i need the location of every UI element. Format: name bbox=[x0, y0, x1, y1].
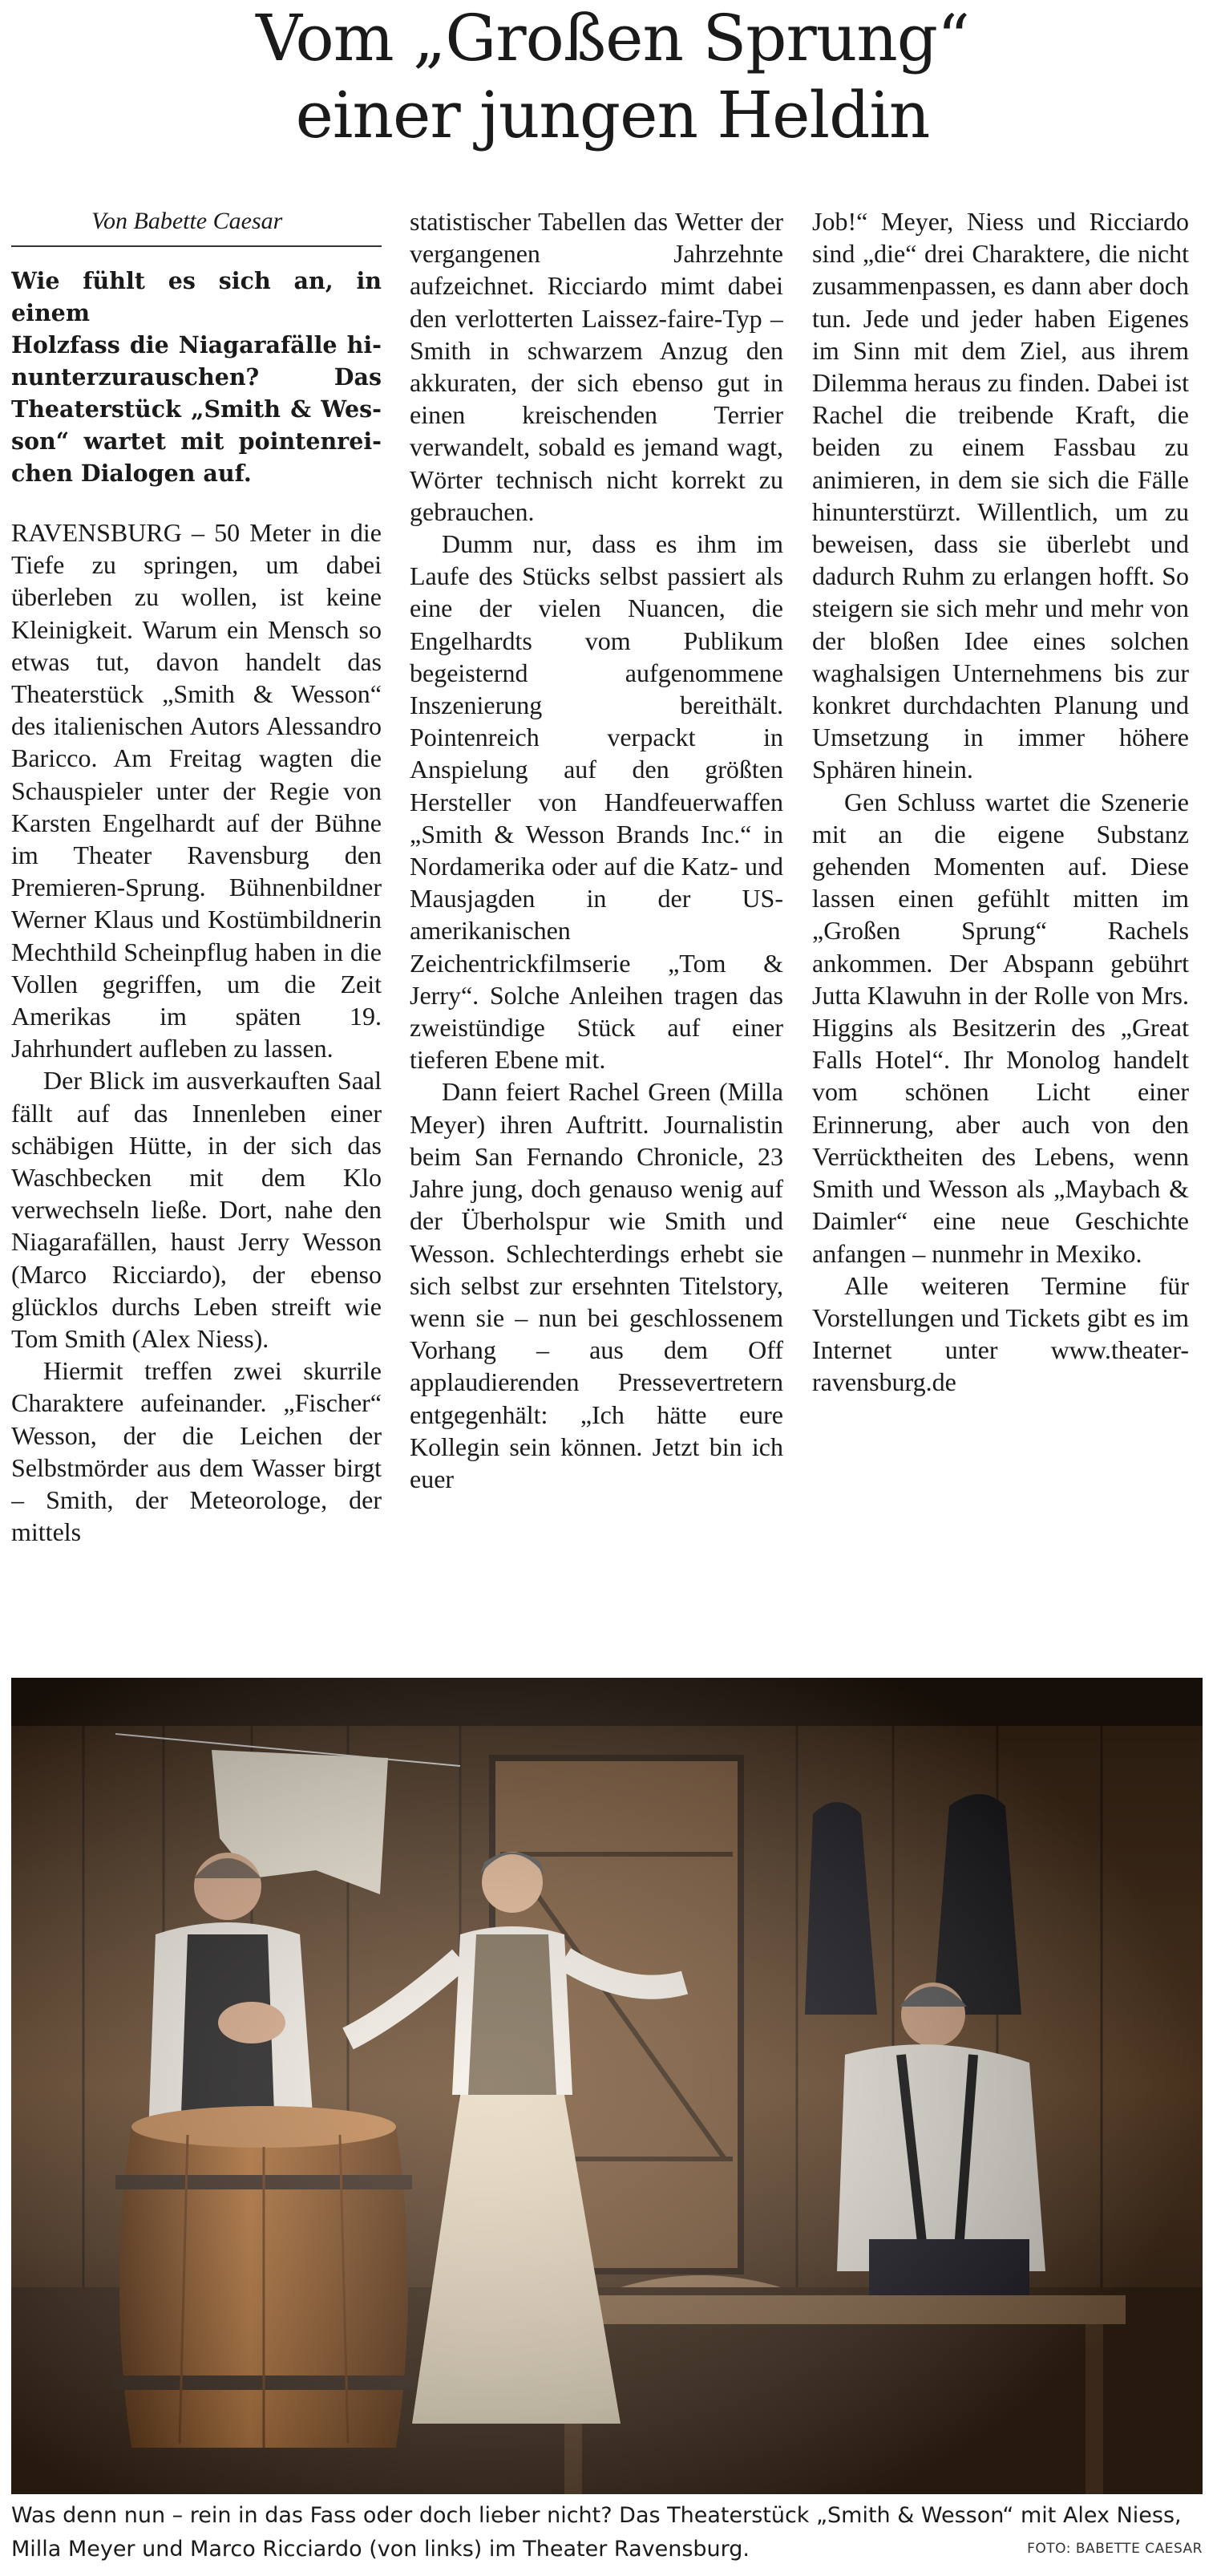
stage-photo-illustration bbox=[11, 1678, 1203, 2494]
paragraph-info: Alle weiteren Termine für Vorstellungen und Tickets gibt es im Internet unter www.theater-ravensburg.de bbox=[812, 1270, 1189, 1397]
column-2 bbox=[410, 205, 783, 1673]
paragraph: Job!“ Meyer, Niess und Ricciardo sind „die“ drei Charaktere, die nicht zusammenpassen, es dann aber doch tun. Jede und jeder haben Eigenes im Sinn mit dem Ziel, aus ihrem Dilemma heraus zu finden. Dabei ist Rachel die treibende Kraft, die beiden zu einem Fassbau zu animieren, in dem sie sich die Fälle hinunterstürzt. Willentlich, um zu beweisen, dass sie überlebt und dadurch Ruhm zu erlangen hofft. So steigern sie sich mehr und mehr von der bloßen Idee eines solchen waghalsigen Unternehmens bis zur konkret durchdachten Planung und Umsetzung in immer höhere Sphären hinein. bbox=[812, 207, 1189, 784]
byline: Von Babette Caesar bbox=[11, 205, 382, 247]
lead-line: Wie fühlt es sich an, in einem bbox=[11, 267, 382, 326]
column-1 bbox=[11, 205, 382, 1673]
headline-line-1: Vom „Großen Sprung“ bbox=[256, 1, 969, 75]
lead-line: chen Dialogen auf. bbox=[11, 460, 252, 487]
headline-line-2: einer jungen Heldin bbox=[295, 78, 930, 152]
photo-credit: FOTO: BABETTE CAESAR bbox=[1027, 2541, 1203, 2557]
paragraph: Der Blick im ausverkauften Saal fällt auf das Innenleben einer schäbigen Hütte, in der sich das Waschbecken mit dem Klo verwechseln ließe. Dort, nahe den Niagarafällen, haust Jerry Wesson (Marco Ricciardo), der ebenso glücklos durchs Leben streift wie Tom Smith (Alex Niess). bbox=[11, 1066, 382, 1354]
lead-line: Holzfass die Niagarafälle hi- bbox=[11, 331, 382, 358]
article-body bbox=[11, 205, 1203, 1673]
paragraph: Hiermit treffen zwei skurrile Charaktere aufeinander. „Fischer“ Wesson, der die Leichen der Selbstmörder aus dem Wasser birgt – Smith, der Meteorologe, der mittels bbox=[11, 1356, 382, 1547]
column-3 bbox=[812, 205, 1189, 1673]
paragraph: Gen Schluss wartet die Szenerie mit an die eigene Substanz gehenden Momenten auf. Diese lassen einen gefühlt mitten im „Großen Sprung“ Rachels ankommen. Der Abspann gebührt Jutta Klawuhn in der Rolle von Mrs. Higgins als Besitzerin des „Great Falls Hotel“. Ihr Monolog handelt vom schönen Licht einer Erinnerung, aber auch von den Verrücktheiten des Lebens, wenn Smith und Wesson als „Maybach & Daimler“ eine neue Geschichte anfangen – nunmehr in Mexiko. bbox=[812, 787, 1189, 1268]
paragraph-dateline: RAVENSBURG – 50 Meter in die Tiefe zu springen, um dabei überleben zu wollen, ist keine Kleinigkeit. Warum ein Mensch so etwas tut, davon handelt das Theaterstück „Smith & Wesson“ des italienischen Autors Alessandro Baricco. Am Freitag wagten die Schauspieler unter der Regie von Karsten Engelhardt auf der Bühne im Theater Ravensburg den Premieren-Sprung. Bühnenbildner Werner Klaus und Kostümbildnerin Mechthild Scheinpflug haben in die Vollen gegriffen, um die Zeit Amerikas im späten 19. Jahrhundert aufleben zu lassen. bbox=[11, 518, 382, 1063]
paragraph: Dann feiert Rachel Green (Milla Meyer) ihren Auftritt. Journalistin beim San Fernando Chronicle, 23 Jahre jung, doch genauso wenig auf der Überholspur wie Smith und Wesson. Schlechterdings erhebt sie sich selbst zur ersehnten Titelstory, wenn sie – nun bei geschlossenem Vorhang – aus dem Off applaudierenden Pressevertretern entgegenhält: „Ich hätte eure Kollegin sein können. Jetzt bin ich euer bbox=[410, 1077, 783, 1493]
lead-paragraph bbox=[11, 265, 382, 489]
lead-line: nunterzurauschen? Das bbox=[11, 363, 382, 391]
headline bbox=[0, 0, 1225, 154]
lead-line: Theaterstück „Smith & Wes- bbox=[11, 395, 382, 423]
photo-caption: Was denn nun – rein in das Fass oder doch lieber nicht? Das Theaterstück „Smith & Wesson“ mit Alex Niess, Milla Meyer und Marco Ricciardo (von links) im Theater Ravensburg. bbox=[11, 2503, 1182, 2562]
lead-line: son“ wartet mit pointenrei- bbox=[11, 427, 382, 455]
paragraph: statistischer Tabellen das Wetter der vergangenen Jahrzehnte aufzeichnet. Ricciardo mimt dabei den verlotterten Laissez-faire-Typ – Smith in schwarzem Anzug den akkuraten, der sich ebenso gut in einen kreischenden Terrier verwandelt, sobald es jemand wagt, Wörter technisch nicht korrekt zu gebrauchen. bbox=[410, 207, 783, 526]
paragraph: Dumm nur, dass es ihm im Laufe des Stücks selbst passiert als eine der vielen Nuancen, die Engelhardts vom Publikum begeisternd aufgenommene Inszenierung bereithält. Pointenreich verpackt in Anspielung auf den größten Hersteller von Handfeuerwaffen „Smith & Wesson Brands Inc.“ in Nordamerika oder auf die Katz- und Mausjagden in der US-amerikanischen Zeichentrickfilmserie „Tom & Jerry“. Solche Anleihen tragen das zweistündige Stück auf einer tieferen Ebene mit. bbox=[410, 529, 783, 1075]
stage-photo bbox=[11, 1678, 1203, 2494]
